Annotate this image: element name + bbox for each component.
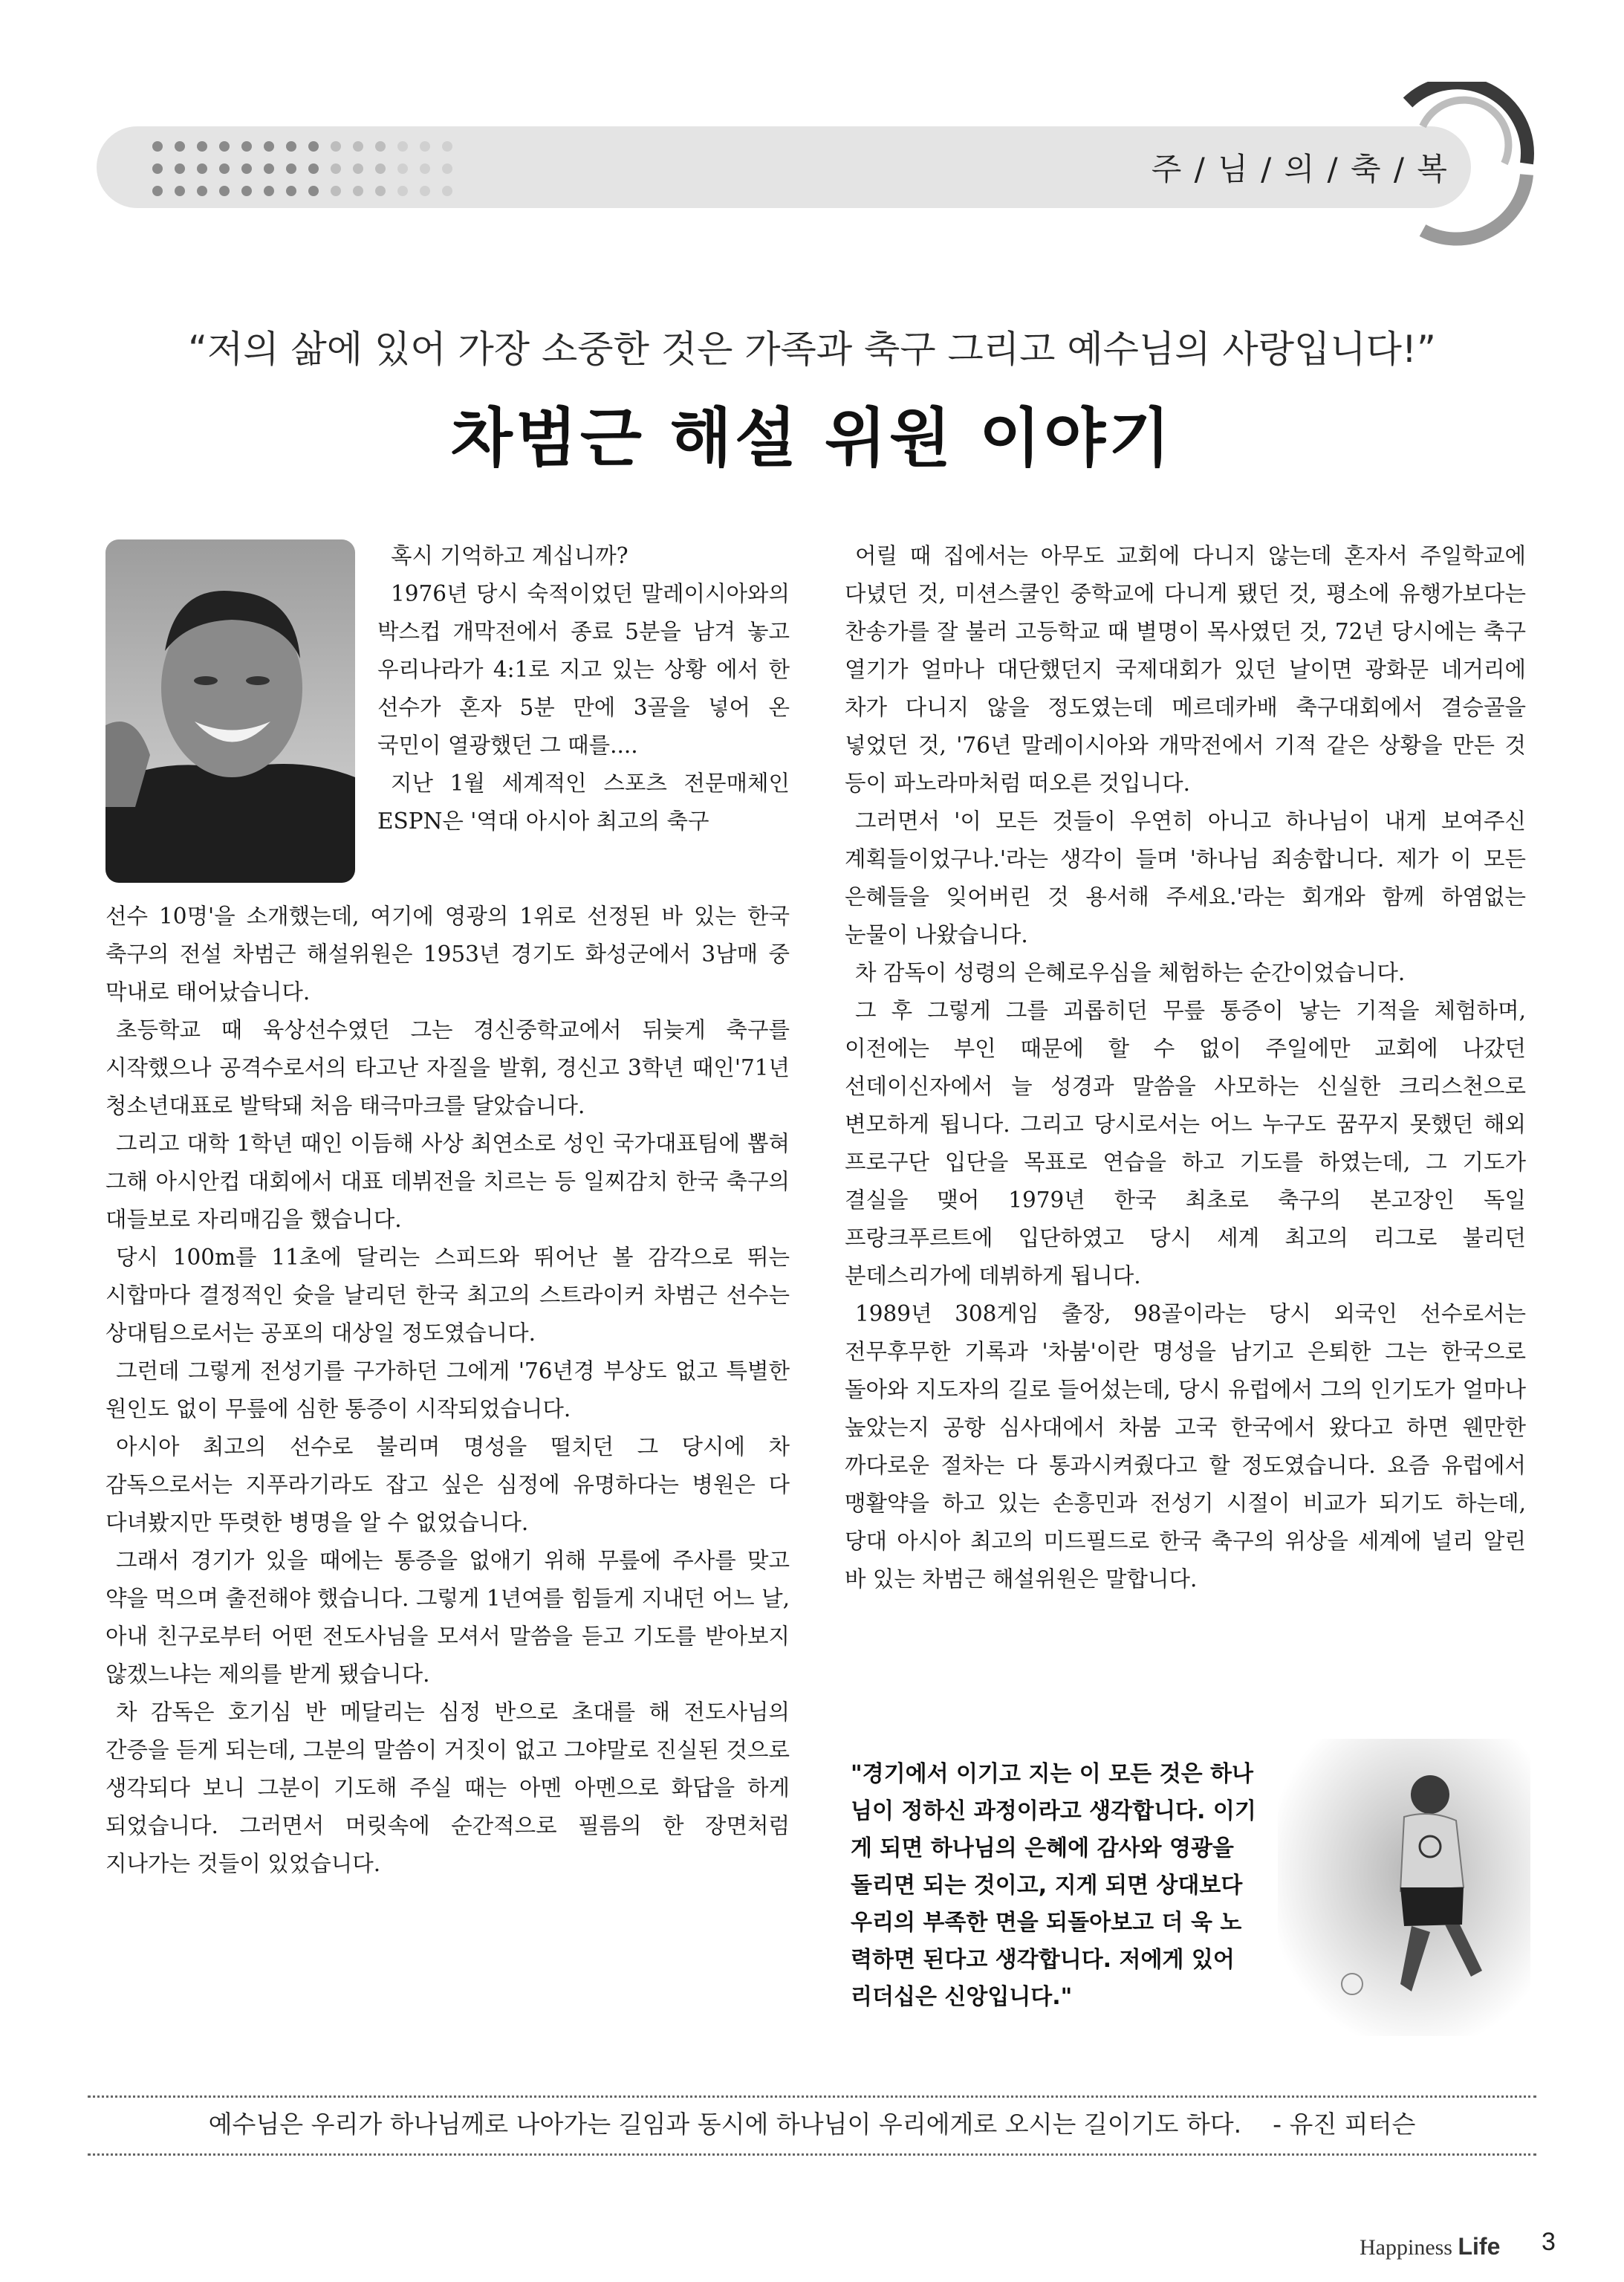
paragraph: 차 감독은 호기심 반 메달리는 심정 반으로 초대를 해 전도사님의 간증을 듣게 되는데, 그분의 말씀이 거짓이 없고 그야말로 진실된 것으로 생각되다 보니 그분이 기도해 주실 때는 아멘 아멘으로 화답을 하게 되었습니다. 그러면서 머릿속에 순간적으로 필름의 한 장면처럼 지나가는 것들이 있었습니다. (105, 1699, 790, 1876)
dot-pattern-decoration (152, 141, 455, 199)
footer-divider-top (88, 2095, 1536, 2098)
footer-divider-bottom (88, 2153, 1536, 2156)
left-column-bottom (105, 898, 790, 1883)
ring-decoration-icon (1378, 82, 1542, 253)
section-label: 주 / 님 / 의 / 축 / 복 (1151, 151, 1449, 187)
article-quote-title: “저의 삶에 있어 가장 소중한 것은 가족과 축구 그리고 예수님의 사랑입니다!” (188, 328, 1436, 371)
portrait-photo (105, 539, 355, 883)
paragraph: 그래서 경기가 있을 때에는 통증을 없애기 위해 무릎에 주사를 맞고 약을 먹으며 출전해야 했습니다. 그렇게 1년여를 힘들게 지내던 어느 날, 아내 친구로부터 어떤 전도사님을 모셔서 말씀을 듣고 기도를 받아보지 않겠느냐는 제의를 받게 됐습니다. (105, 1548, 790, 1687)
left-column-top (377, 537, 790, 840)
article-title: 차범근 해설 위원 이야기 (450, 401, 1174, 476)
player-photo (1278, 1739, 1530, 2036)
paragraph: 그런데 그렇게 전성기를 구가하던 그에게 '76년경 부상도 없고 특별한 원인도 없이 무릎에 심한 통증이 시작되었습니다. (105, 1358, 790, 1422)
paragraph: 혹시 기억하고 계십니까? (391, 543, 629, 568)
paragraph: 그리고 대학 1학년 때인 이듬해 사상 최연소로 성인 국가대표팀에 뽑혀 그해 아시안컵 대회에서 대표 데뷔전을 치르는 등 일찌감치 한국 축구의 대들보로 자리매김을 했습니다. (105, 1131, 790, 1232)
pull-quote: "경기에서 이기고 지는 이 모든 것은 하나님이 정하신 과정이라고 생각합니다. 이기게 되면 하나님의 은혜에 감사와 영광을 돌리면 되는 것이고, 지게 되면 상대보다 우리의 부족한 면을 되돌아보고 더 욱 노력하면 된다고 생각합니다. 저에게 있어 리더십은 신앙입니다." (851, 1761, 1256, 2010)
paragraph: 선수 10명'을 소개했는데, 여기에 영광의 1위로 선정된 바 있는 한국 축구의 전설 차범근 해설위원은 1953년 경기도 화성군에서 3남매 중 막내로 태어났습니다. (105, 904, 790, 1005)
brand-suffix: Life (1458, 2233, 1501, 2260)
paragraph: 그러면서 '이 모든 것들이 우연히 아니고 하나님이 내게 보여주신 계획들이었구나.'라는 생각이 들며 '하나님 죄송합니다. 제가 이 모든 은혜들을 잊어버린 것 용서해 주세요.'라는 회개와 함께 하염없는 눈물이 나왔습니다. (845, 808, 1526, 947)
paragraph: 어릴 때 집에서는 아무도 교회에 다니지 않는데 혼자서 주일학교에 다녔던 것, 미션스쿨인 중학교에 다니게 됐던 것, 평소에 유행가보다는 찬송가를 잘 불러 고등학교 때 별명이 목사였던 것, 72년 당시에는 축구 열기가 얼마나 대단했던지 국제대회가 있던 날이면 광화문 네거리에 차가 다니지 않을 정도였는데 메르데카배 축구대회에서 결승골을 넣었던 것, '76년 말레이시아와 개막전에서 기적 같은 상황을 만든 것 등이 파노라마처럼 떠오른 것입니다. (845, 543, 1526, 796)
paragraph: 차 감독이 성령의 은혜로우심을 체험하는 순간이었습니다. (855, 960, 1406, 985)
footer-quote: 예수님은 우리가 하나님께로 나아가는 길임과 동시에 하나님이 우리에게로 오시는 길이기도 하다. - 유진 피터슨 (208, 2110, 1416, 2139)
paragraph: 지난 1월 세계적인 스포츠 전문매체인 ESPN은 '역대 아시아 최고의 축구 (377, 771, 790, 834)
paragraph: 아시아 최고의 선수로 불리며 명성을 떨치던 그 당시에 차 감독으로서는 지푸라기라도 잡고 싶은 심정에 유명하다는 병원은 다 다녀봤지만 뚜렷한 병명을 알 수 없었습니다. (105, 1434, 790, 1535)
paragraph: 그 후 그렇게 그를 괴롭히던 무릎 통증이 낳는 기적을 체험하며, 이전에는 부인 때문에 할 수 없이 주일에만 교회에 나갔던 선데이신자에서 늘 성경과 말씀을 사모하는 신실한 크리스천으로 변모하게 됩니다. 그리고 당시로서는 어느 누구도 꿈꾸지 못했던 해외 프로구단 입단을 목표로 연습을 하고 기도를 하였는데, 그 기도가 결실을 맺어 1979년 한국 최초로 축구의 본고장인 독일 프랑크푸르트에 입단하였고 당시 세계 최고의 리그로 불리던 분데스리가에 데뷔하게 됩니다. (845, 998, 1526, 1289)
right-column (845, 537, 1526, 1598)
paragraph: 1989년 308게임 출장, 98골이라는 당시 외국인 선수로서는 전무후무한 기록과 '차붐'이란 명성을 남기고 은퇴한 그는 한국으로 돌아와 지도자의 길로 들어섰는데, 당시 유럽에서 그의 인기도가 얼마나 높았는지 공항 심사대에서 차붐 고국 한국에서 왔다고 하면 웬만한 까다로운 절차는 다 통과시켜줬다고 할 정도였습니다. 요즘 유럽에서 맹활약을 하고 있는 손흥민과 전성기 시절이 비교가 되기도 하는데, 당대 아시아 최고의 미드필드로 한국 축구의 위상을 세계에 널리 알린 바 있는 차범근 해설위원은 말합니다. (845, 1301, 1526, 1592)
paragraph: 초등학교 때 육상선수였던 그는 경신중학교에서 뒤늦게 축구를 시작했으나 공격수로서의 타고난 자질을 발휘, 경신고 3학년 때인'71년 청소년대표로 발탁돼 처음 태극마크를 달았습니다. (105, 1017, 790, 1118)
page-number: 3 (1542, 2228, 1556, 2256)
brand-prefix: Happiness (1360, 2235, 1452, 2260)
paragraph: 당시 100m를 11초에 달리는 스피드와 뛰어난 볼 감각으로 뛰는 시합마다 결정적인 슛을 날리던 한국 최고의 스트라이커 차범근 선수는 상대팀으로서는 공포의 대상일 정도였습니다. (105, 1245, 790, 1346)
paragraph: 1976년 당시 숙적이었던 말레이시아와의 박스컵 개막전에서 종료 5분을 남겨 놓고 우리나라가 4:1로 지고 있는 상황 에서 한 선수가 혼자 5분 만에 3골을 넣어 온 국민이 열광했던 그 때를.... (377, 581, 790, 758)
brand-logo (1360, 2233, 1500, 2260)
